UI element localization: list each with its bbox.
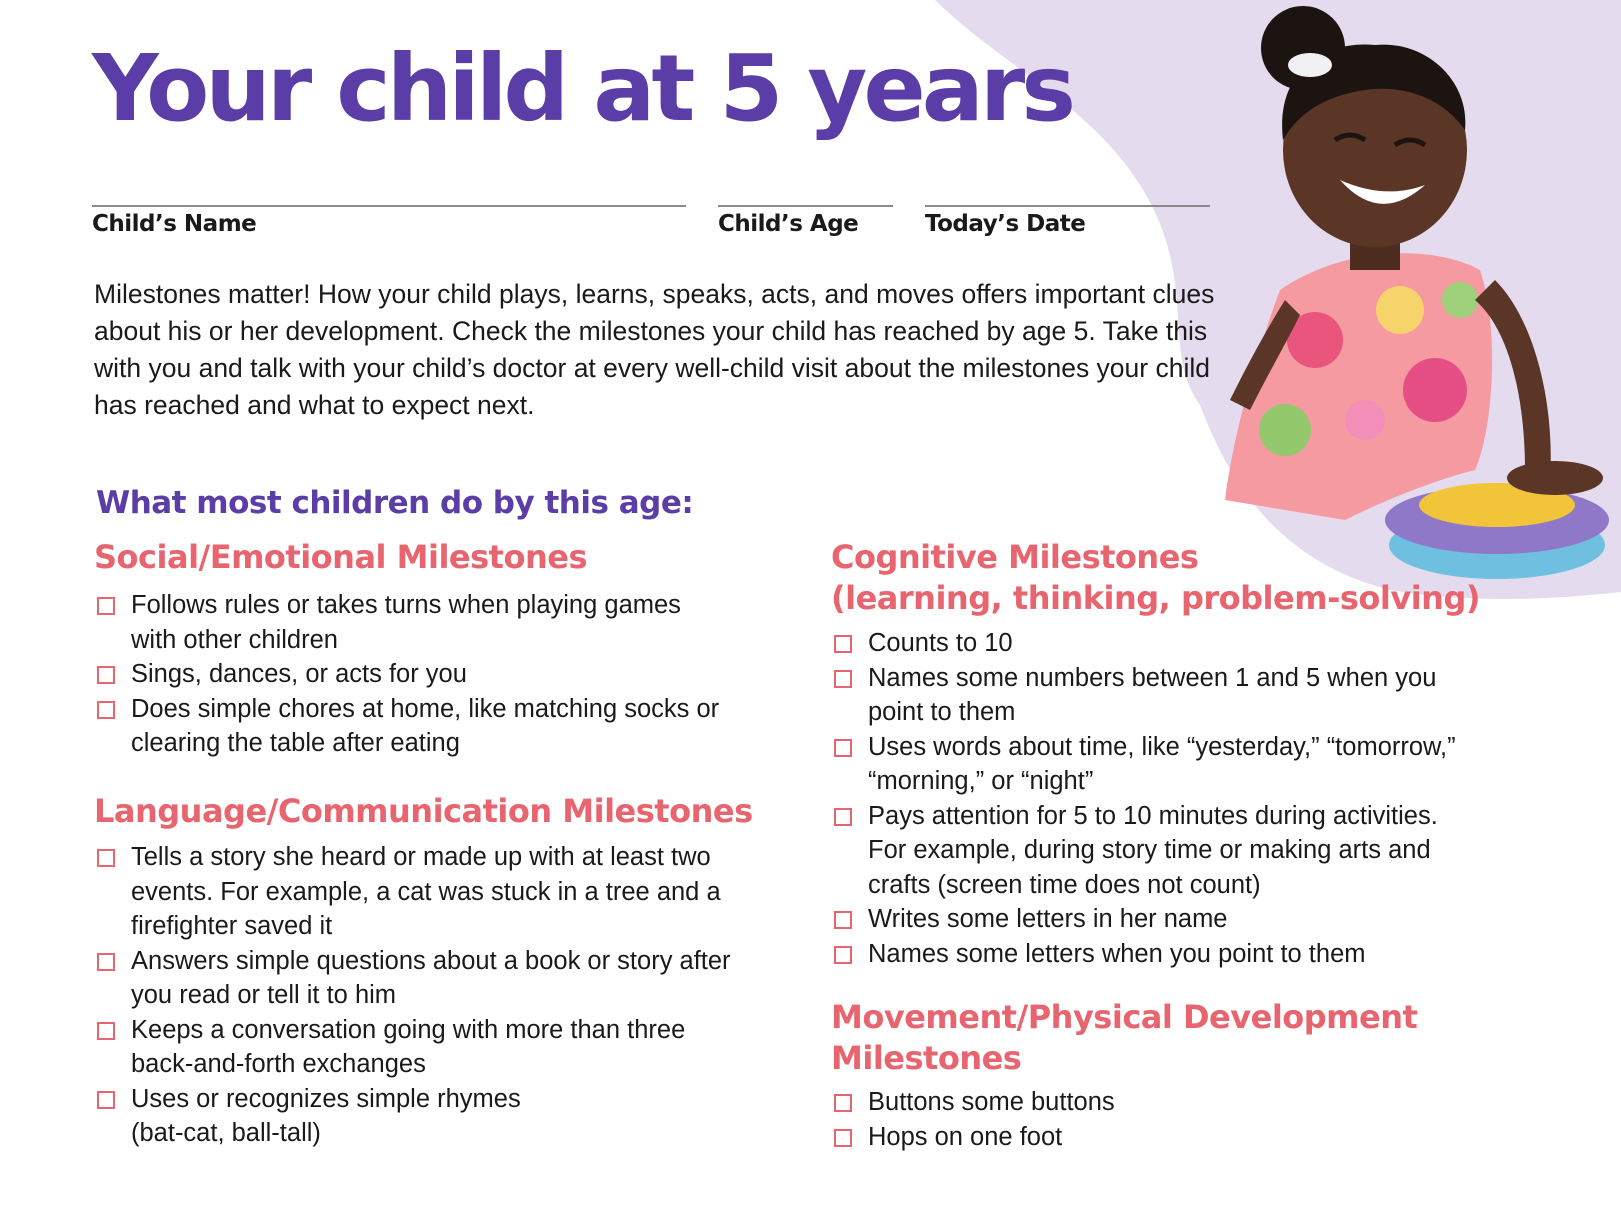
milestone-item[interactable] [830, 1120, 1470, 1155]
milestone-item[interactable] [93, 588, 733, 657]
milestone-item[interactable] [830, 661, 1470, 730]
checkbox[interactable] [834, 1094, 852, 1112]
checkbox[interactable] [97, 666, 115, 684]
milestone-text: Answers simple questions about a book or story after you read or tell it to him [131, 946, 731, 1009]
milestone-text: Names some numbers between 1 and 5 when you point to them [868, 663, 1437, 726]
cognitive-heading-line2: (learning, thinking, problem-solving) [831, 579, 1480, 617]
checkbox[interactable] [97, 597, 115, 615]
milestone-text: Counts to 10 [868, 629, 1013, 657]
child-name-field[interactable] [92, 205, 686, 237]
milestone-item[interactable] [830, 937, 1470, 972]
checkbox[interactable] [97, 849, 115, 867]
checkbox[interactable] [97, 953, 115, 971]
movement-heading-line1: Movement/Physical Development [831, 998, 1418, 1036]
language-communication-heading: Language/Communication Milestones [94, 792, 753, 830]
milestone-text: Pays attention for 5 to 10 minutes during activities. For example, during story time or making arts and crafts (screen time does not count) [868, 801, 1438, 899]
child-age-field[interactable] [718, 205, 893, 237]
checkbox[interactable] [834, 808, 852, 826]
checkbox[interactable] [834, 739, 852, 757]
checkbox[interactable] [834, 946, 852, 964]
todays-date-field[interactable] [925, 205, 1210, 237]
milestone-item[interactable] [93, 657, 733, 692]
milestone-text: Follows rules or takes turns when playing games with other children [131, 591, 681, 654]
checkbox[interactable] [834, 635, 852, 653]
child-name-line [92, 205, 686, 207]
movement-heading-line2: Milestones [831, 1039, 1022, 1077]
child-age-line [718, 205, 893, 207]
milestone-item[interactable] [93, 692, 733, 761]
page-title: Your child at 5 years [92, 35, 1072, 142]
milestones-subheading: What most children do by this age: [96, 485, 694, 521]
social-emotional-heading: Social/Emotional Milestones [94, 538, 587, 576]
intro-paragraph: Milestones matter! How your child plays, learns, speaks, acts, and moves offers important clues about his or her development. Check the milestones your child has reached by age 5. Take this with you and talk with your child’s doctor at every well-child visit about the milestones your child has reached and what to expect next. [94, 279, 1215, 420]
milestone-item[interactable] [93, 944, 733, 1013]
milestone-text: Does simple chores at home, like matching socks or clearing the table after eating [131, 694, 720, 757]
child-age-label: Child’s Age [718, 211, 859, 237]
child-name-label: Child’s Name [92, 211, 257, 237]
checkbox[interactable] [834, 1129, 852, 1147]
milestone-item[interactable] [830, 799, 1470, 903]
milestone-item[interactable] [830, 730, 1470, 799]
milestone-item[interactable] [830, 626, 1470, 661]
milestone-text: Writes some letters in her name [868, 905, 1228, 933]
checkbox[interactable] [97, 701, 115, 719]
milestone-text: Buttons some buttons [868, 1088, 1115, 1116]
milestone-item[interactable] [93, 1013, 733, 1082]
cognitive-heading-line1: Cognitive Milestones [831, 538, 1199, 576]
language-communication-list [93, 840, 733, 1151]
checkbox[interactable] [834, 911, 852, 929]
checkbox[interactable] [97, 1022, 115, 1040]
cognitive-list [830, 626, 1470, 971]
checkbox[interactable] [97, 1091, 115, 1109]
child-photo [1225, 0, 1621, 590]
milestone-text: Sings, dances, or acts for you [131, 660, 467, 688]
milestone-text: Uses or recognizes simple rhymes (bat-cat, ball-tall) [131, 1084, 521, 1147]
milestone-item[interactable] [93, 840, 733, 944]
milestone-item[interactable] [830, 902, 1470, 937]
checkbox[interactable] [834, 670, 852, 688]
milestone-text: Tells a story she heard or made up with at least two events. For example, a cat was stuck in a tree and a firefighter saved it [131, 843, 721, 940]
cognitive-heading [831, 537, 1480, 619]
social-emotional-list [93, 588, 733, 761]
movement-physical-list [830, 1085, 1470, 1154]
milestone-text: Names some letters when you point to them [868, 939, 1366, 968]
milestone-item[interactable] [830, 1085, 1470, 1120]
milestone-text: Uses words about time, like “yesterday,” “tomorrow,” “morning,” or “night” [868, 732, 1456, 795]
todays-date-line [925, 205, 1210, 207]
movement-physical-heading [831, 997, 1417, 1079]
milestone-item[interactable] [93, 1082, 733, 1151]
todays-date-label: Today’s Date [925, 211, 1086, 237]
milestone-text: Hops on one foot [868, 1122, 1063, 1151]
milestone-text: Keeps a conversation going with more than three back-and-forth exchanges [131, 1015, 686, 1078]
